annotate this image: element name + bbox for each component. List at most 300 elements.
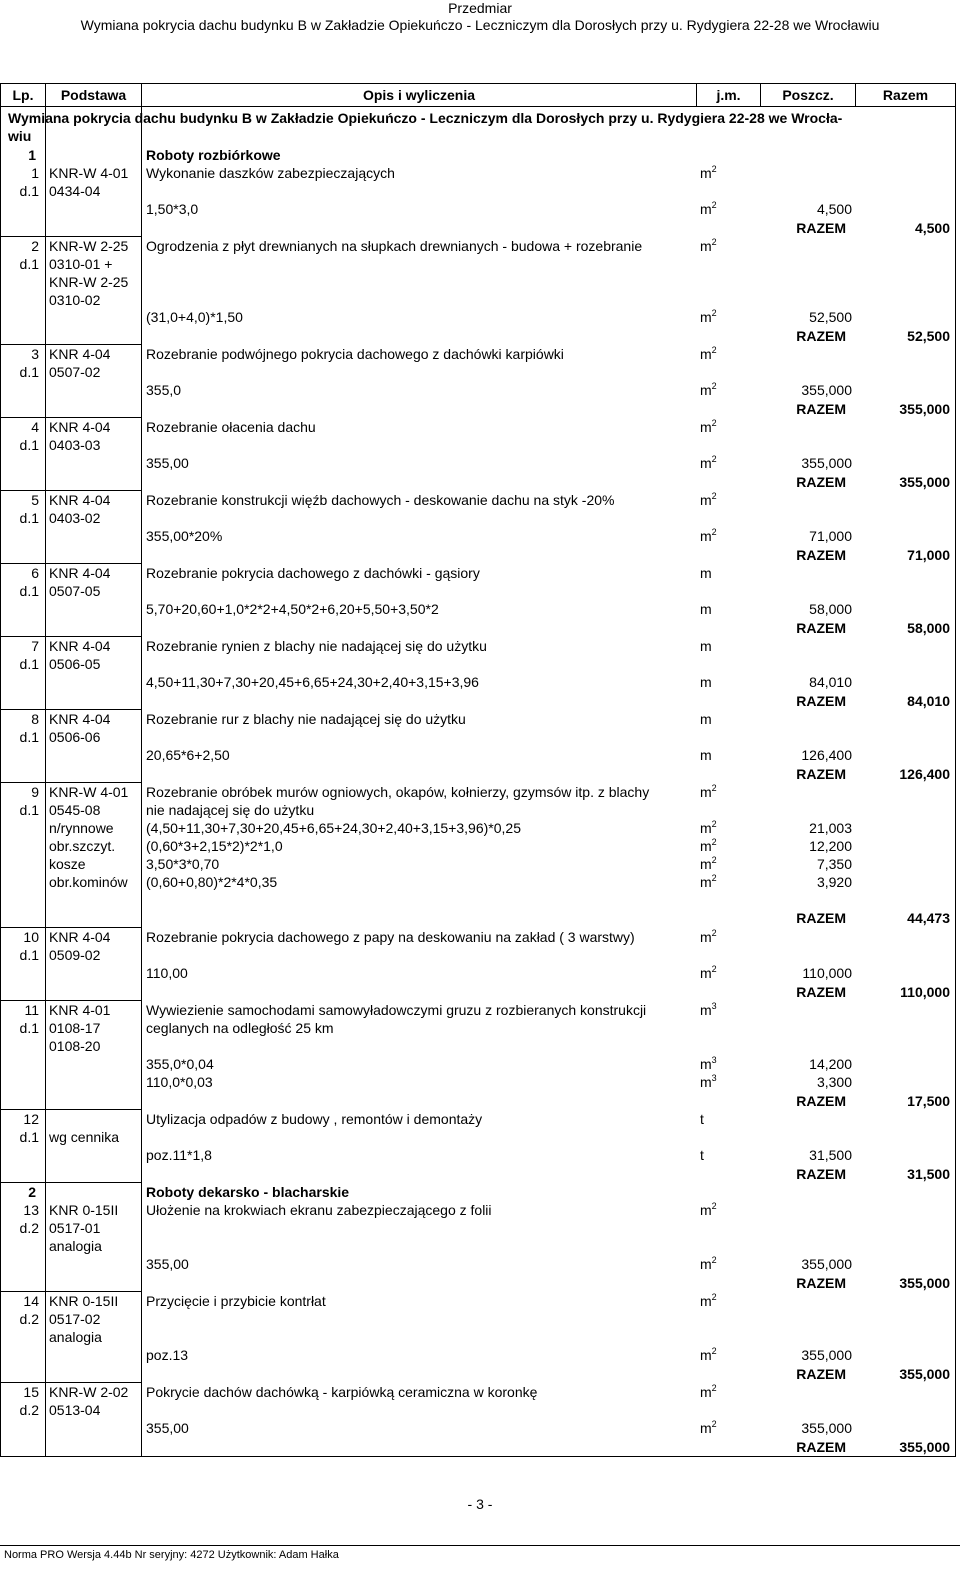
item-basis-text: analogia xyxy=(49,1329,102,1345)
item-description-text: nie nadającej się do użytku xyxy=(146,802,315,818)
item-number-text: d.1 xyxy=(19,1020,39,1036)
calc-unit xyxy=(700,200,717,220)
item-description-text: Ogrodzenia z płyt drewnianych na słupkach drewnianych - budowa + rozebranie xyxy=(146,238,643,254)
calc-unit-text: m xyxy=(700,309,712,325)
calc-value xyxy=(760,1255,852,1273)
item-number-text: d.2 xyxy=(19,1220,39,1236)
razem-total-text: 110,000 xyxy=(900,984,950,1000)
calc-expression-text: 110,00 xyxy=(146,965,188,981)
item-number xyxy=(4,1401,39,1419)
calc-value-text: 84,010 xyxy=(809,674,852,690)
item-number-text: d.1 xyxy=(19,729,39,745)
calc-expression xyxy=(146,527,222,545)
calc-value xyxy=(760,819,852,837)
item-number xyxy=(4,491,39,509)
razem-label xyxy=(700,400,846,418)
razem-total-text: 355,000 xyxy=(899,401,950,417)
calc-unit-text: m xyxy=(700,1420,712,1436)
item-unit-text: m xyxy=(700,711,712,727)
razem-total xyxy=(858,473,950,491)
unit-exponent: 2 xyxy=(711,873,717,883)
item-basis xyxy=(49,710,110,728)
calc-unit-text: m xyxy=(700,528,712,544)
calc-value xyxy=(760,1146,852,1164)
col-header-podstawa: Podstawa xyxy=(46,84,142,106)
item-number-text: 11 xyxy=(24,1002,39,1018)
item-basis xyxy=(49,182,100,200)
item-number-text: 9 xyxy=(31,784,39,800)
razem-total-text: 126,400 xyxy=(899,766,950,782)
calc-value-text: 52,500 xyxy=(809,309,852,325)
calc-unit xyxy=(700,1255,717,1275)
item-description xyxy=(146,164,395,182)
calc-expression-text: (0,60*3+2,15*2)*2*1,0 xyxy=(146,838,283,854)
item-basis xyxy=(49,1401,100,1419)
col-header-opis: Opis i wyliczenia xyxy=(142,84,697,106)
item-unit xyxy=(700,1383,717,1403)
calc-expression xyxy=(146,1419,189,1437)
item-basis-text: 0506-06 xyxy=(49,729,101,745)
item-basis-text: 0545-08 xyxy=(49,802,101,818)
row-divider xyxy=(0,927,141,928)
item-unit xyxy=(700,164,717,184)
item-number xyxy=(4,564,39,582)
row-divider xyxy=(0,1291,141,1292)
item-number-text: d.1 xyxy=(19,802,39,818)
razem-total xyxy=(858,546,950,564)
razem-label-text: RAZEM xyxy=(796,328,846,344)
razem-label-text: RAZEM xyxy=(796,1275,846,1291)
unit-exponent: 2 xyxy=(711,1255,717,1265)
item-number xyxy=(4,582,39,600)
item-basis xyxy=(49,855,86,873)
unit-exponent: 2 xyxy=(711,308,717,318)
software-footer: Norma PRO Wersja 4.44b Nr seryjny: 4272 Użytkownik: Adam Hałka xyxy=(4,1549,339,1561)
item-description xyxy=(146,928,635,946)
item-description xyxy=(146,491,614,509)
calc-unit-text: m xyxy=(700,1074,712,1090)
calc-value-text: 355,000 xyxy=(801,382,852,398)
item-basis xyxy=(49,1328,102,1346)
unit-exponent: 2 xyxy=(711,1419,717,1429)
calc-value-text: 3,300 xyxy=(816,1074,852,1090)
item-number-text: 3 xyxy=(31,346,39,362)
razem-total xyxy=(858,219,950,237)
calc-value xyxy=(760,381,852,399)
calc-unit-text: m xyxy=(700,1056,712,1072)
item-description-text: Rozebranie pokrycia dachowego z dachówki - gąsiory xyxy=(146,565,480,581)
razem-total xyxy=(858,909,950,927)
unit-exponent: 2 xyxy=(711,200,717,210)
item-description xyxy=(146,1383,537,1401)
table-header-row xyxy=(1,84,955,107)
item-unit-text: m xyxy=(700,1293,712,1309)
item-number-text: d.1 xyxy=(19,947,39,963)
calc-unit xyxy=(700,600,712,620)
item-basis xyxy=(49,564,110,582)
razem-total xyxy=(858,1092,950,1110)
calc-unit xyxy=(700,855,717,875)
item-basis-text: 0509-02 xyxy=(49,947,101,963)
item-unit-text: m xyxy=(700,784,712,800)
razem-label xyxy=(700,1438,846,1456)
calc-value-text: 4,500 xyxy=(816,201,852,217)
calc-expression xyxy=(146,964,188,982)
item-unit-text: m xyxy=(700,1202,712,1218)
calc-value-text: 355,000 xyxy=(801,1420,852,1436)
razem-label-text: RAZEM xyxy=(796,401,846,417)
item-basis-text: 0310-02 xyxy=(49,292,101,308)
col-header-jm: j.m. xyxy=(697,84,761,106)
razem-total-text: 71,000 xyxy=(907,547,950,563)
calc-unit-text: m xyxy=(700,1347,712,1363)
item-description-text: Rozebranie obróbek murów ogniowych, okapów, kołnierzy, gzymsów itp. z blachy xyxy=(146,784,650,800)
item-basis xyxy=(49,837,115,855)
calc-value xyxy=(760,1055,852,1073)
item-unit xyxy=(700,1110,704,1130)
col-header-razem: Razem xyxy=(882,87,929,103)
item-basis-text: KNR 0-15II xyxy=(49,1202,119,1218)
item-unit xyxy=(700,418,717,438)
razem-label-text: RAZEM xyxy=(796,693,846,709)
item-basis-text: wg cennika xyxy=(49,1129,120,1145)
item-description xyxy=(146,564,480,582)
razem-total xyxy=(858,1365,950,1383)
razem-label xyxy=(700,765,846,783)
calc-unit-text: m xyxy=(700,1256,712,1272)
item-number xyxy=(4,946,39,964)
item-basis xyxy=(49,1383,128,1401)
unit-exponent: 3 xyxy=(711,1055,717,1065)
item-number xyxy=(4,1310,39,1328)
calc-unit-text: m xyxy=(700,674,712,690)
item-number xyxy=(4,345,39,363)
calc-value-text: 355,000 xyxy=(801,1347,852,1363)
calc-expression xyxy=(146,1146,212,1164)
item-description xyxy=(146,1201,492,1219)
calc-unit-text: m xyxy=(700,747,712,763)
section-number-text: 2 xyxy=(28,1184,36,1200)
item-basis xyxy=(49,637,110,655)
calc-expression-text: poz.13 xyxy=(146,1347,189,1363)
item-description-text: Wykonanie daszków zabezpieczających xyxy=(146,165,395,181)
item-description xyxy=(146,1292,326,1310)
unit-exponent: 2 xyxy=(711,1383,717,1393)
razem-label xyxy=(700,1365,846,1383)
item-basis-text: KNR 4-04 xyxy=(49,565,111,581)
calc-expression-text: (4,50+11,30+7,30+20,45+6,65+24,30+2,40+3,15+3,96)*0,25 xyxy=(146,820,521,836)
razem-total-text: 355,000 xyxy=(899,1366,950,1382)
item-basis-text: 0403-03 xyxy=(49,437,101,453)
razem-label-text: RAZEM xyxy=(796,984,846,1000)
razem-total-text: 52,500 xyxy=(907,328,950,344)
calc-expression-text: 3,50*3*0,70 xyxy=(146,856,220,872)
unit-exponent: 2 xyxy=(711,345,717,355)
item-basis-text: KNR 4-04 xyxy=(49,346,111,362)
item-number-text: d.1 xyxy=(19,183,39,199)
calc-value xyxy=(760,673,852,691)
razem-label xyxy=(700,909,846,927)
section-number xyxy=(6,1183,36,1201)
item-basis-text: 0517-01 xyxy=(49,1220,101,1236)
calc-value xyxy=(760,873,852,891)
item-number xyxy=(4,1201,39,1219)
item-number-text: 10 xyxy=(23,929,39,945)
item-number xyxy=(4,637,39,655)
item-basis-text: 0513-04 xyxy=(49,1402,101,1418)
item-number xyxy=(4,1110,39,1128)
calc-expression-text: 355,0 xyxy=(146,382,182,398)
calc-unit-text: t xyxy=(700,1147,704,1163)
razem-total xyxy=(858,400,950,418)
item-number xyxy=(4,509,39,527)
item-description xyxy=(146,237,642,255)
razem-total-text: 17,500 xyxy=(907,1093,950,1109)
calc-expression xyxy=(146,746,230,764)
col-header-poszcz: Poszcz. xyxy=(761,84,856,106)
item-description-text: Przycięcie i przybicie kontrłat xyxy=(146,1293,326,1309)
item-basis-text: 0507-02 xyxy=(49,364,101,380)
item-number-text: d.1 xyxy=(19,656,39,672)
item-basis xyxy=(49,783,128,801)
calc-expression xyxy=(146,1346,188,1364)
item-basis xyxy=(49,728,100,746)
item-number xyxy=(4,783,39,801)
calc-value-text: 355,000 xyxy=(801,455,852,471)
section-name xyxy=(146,146,281,164)
row-divider xyxy=(0,1109,141,1110)
calc-value-text: 21,003 xyxy=(809,820,852,836)
item-basis-text: obr.kominów xyxy=(49,874,128,890)
item-number xyxy=(4,1383,39,1401)
item-basis-text: KNR-W 2-02 xyxy=(49,1384,129,1400)
calc-expression-text: 355,00 xyxy=(146,1256,189,1272)
unit-exponent: 2 xyxy=(711,454,717,464)
razem-label xyxy=(700,619,846,637)
item-number-text: 5 xyxy=(31,492,39,508)
calc-unit-text: m xyxy=(700,201,712,217)
calc-expression-text: 4,50+11,30+7,30+20,45+6,65+24,30+2,40+3,15+3,96 xyxy=(146,674,479,690)
calc-value xyxy=(760,837,852,855)
razem-label-text: RAZEM xyxy=(796,1439,846,1455)
calc-expression xyxy=(146,855,219,873)
razem-label-text: RAZEM xyxy=(796,220,846,236)
razem-label-text: RAZEM xyxy=(796,1366,846,1382)
item-basis-text: obr.szczyt. xyxy=(49,838,116,854)
item-description-text: Rozebranie podwójnego pokrycia dachowego z dachówki karpiówki xyxy=(146,346,564,362)
unit-exponent: 3 xyxy=(711,1001,717,1011)
item-basis-text: KNR 4-04 xyxy=(49,638,111,654)
calc-expression-text: 355,00 xyxy=(146,455,189,471)
section-name-text: Roboty dekarsko - blacharskie xyxy=(146,1184,350,1200)
section-number-text: 1 xyxy=(28,147,36,163)
item-basis xyxy=(49,1292,118,1310)
razem-label xyxy=(700,546,846,564)
item-unit xyxy=(700,637,712,657)
calc-unit xyxy=(700,964,717,984)
calc-expression xyxy=(146,1055,214,1073)
item-description-text: Rozebranie rur z blachy nie nadającej się do użytku xyxy=(146,711,466,727)
row-divider xyxy=(0,563,141,564)
razem-total xyxy=(858,983,950,1001)
item-unit-text: m xyxy=(700,638,712,654)
item-basis xyxy=(49,1001,110,1019)
item-unit xyxy=(700,1292,717,1312)
item-unit-text: m xyxy=(700,492,712,508)
item-description-text: Wywiezienie samochodami samowyładowczymi gruzu z rozbieranych konstrukcji xyxy=(146,1002,647,1018)
item-unit-text: m xyxy=(700,165,712,181)
column-divider xyxy=(141,106,142,1456)
item-unit xyxy=(700,1201,717,1221)
item-number xyxy=(4,436,39,454)
razem-total-text: 355,000 xyxy=(899,474,950,490)
calc-value xyxy=(760,600,852,618)
item-number xyxy=(4,710,39,728)
item-number xyxy=(4,1292,39,1310)
item-number xyxy=(4,182,39,200)
calc-value-text: 12,200 xyxy=(809,838,852,854)
item-number-text: d.1 xyxy=(19,364,39,380)
unit-exponent: 2 xyxy=(711,164,717,174)
section-name xyxy=(146,1183,349,1201)
section-name-text: Roboty rozbiórkowe xyxy=(146,147,281,163)
item-basis xyxy=(49,491,110,509)
item-number xyxy=(4,255,39,273)
item-basis xyxy=(49,946,100,964)
calc-unit-text: m xyxy=(700,601,712,617)
calc-expression-text: poz.11*1,8 xyxy=(146,1147,212,1163)
razem-label xyxy=(700,1092,846,1110)
razem-total xyxy=(858,692,950,710)
row-divider xyxy=(0,1000,141,1001)
item-basis-text: KNR 4-04 xyxy=(49,711,111,727)
calc-expression xyxy=(146,819,521,837)
calc-expression-text: 20,65*6+2,50 xyxy=(146,747,230,763)
razem-label xyxy=(700,692,846,710)
unit-exponent: 2 xyxy=(711,381,717,391)
calc-unit-text: m xyxy=(700,838,712,854)
item-unit-text: m xyxy=(700,565,712,581)
razem-label xyxy=(700,983,846,1001)
item-basis-text: 0108-17 xyxy=(49,1020,101,1036)
calc-value-text: 355,000 xyxy=(801,1256,852,1272)
calc-value xyxy=(760,200,852,218)
section-number xyxy=(6,146,36,164)
unit-exponent: 2 xyxy=(711,527,717,537)
item-description-text: Pokrycie dachów dachówką - karpiówką ceramiczna w koronkę xyxy=(146,1384,538,1400)
footer-divider xyxy=(0,1545,960,1546)
unit-exponent: 3 xyxy=(711,1073,717,1083)
row-divider xyxy=(0,1182,141,1183)
item-basis-text: KNR 0-15II xyxy=(49,1293,119,1309)
razem-label-text: RAZEM xyxy=(796,1166,846,1182)
item-basis-text: 0517-02 xyxy=(49,1311,101,1327)
item-description xyxy=(146,637,487,655)
item-number-text: d.2 xyxy=(19,1402,39,1418)
item-number-text: 14 xyxy=(23,1293,39,1309)
calc-expression xyxy=(146,873,277,891)
row-divider xyxy=(0,1382,141,1383)
item-basis xyxy=(49,1019,100,1037)
item-basis-text: 0403-02 xyxy=(49,510,101,526)
unit-exponent: 2 xyxy=(711,837,717,847)
razem-label-text: RAZEM xyxy=(796,1093,846,1109)
unit-exponent: 2 xyxy=(711,1201,717,1211)
calc-expression-text: (0,60+0,80)*2*4*0,35 xyxy=(146,874,278,890)
calc-unit-text: m xyxy=(700,382,712,398)
item-description xyxy=(146,418,316,436)
calc-unit-text: m xyxy=(700,455,712,471)
unit-exponent: 2 xyxy=(711,237,717,247)
calc-value xyxy=(760,1419,852,1437)
razem-label-text: RAZEM xyxy=(796,547,846,563)
item-unit-text: m xyxy=(700,1384,712,1400)
item-basis xyxy=(49,345,110,363)
calc-value xyxy=(760,454,852,472)
project-title-line xyxy=(8,109,842,127)
item-number xyxy=(4,237,39,255)
item-description-text: Rozebranie rynien z blachy nie nadającej się do użytku xyxy=(146,638,487,654)
calc-expression-text: 1,50*3,0 xyxy=(146,201,199,217)
item-unit-text: m xyxy=(700,929,712,945)
item-unit xyxy=(700,491,717,511)
calc-value xyxy=(760,964,852,982)
unit-exponent: 2 xyxy=(711,964,717,974)
item-basis xyxy=(49,582,100,600)
project-title-line-text: wiu xyxy=(8,128,32,144)
item-basis xyxy=(49,273,128,291)
calc-unit xyxy=(700,746,712,766)
razem-total xyxy=(858,1165,950,1183)
unit-exponent: 2 xyxy=(711,418,717,428)
item-number-text: d.1 xyxy=(19,437,39,453)
item-basis xyxy=(49,363,100,381)
item-unit-text: m xyxy=(700,238,712,254)
item-number-text: 4 xyxy=(31,419,39,435)
item-unit xyxy=(700,345,717,365)
calc-unit xyxy=(700,673,712,693)
item-number-text: 15 xyxy=(23,1384,39,1400)
row-divider xyxy=(0,490,141,491)
row-divider xyxy=(0,709,141,710)
item-unit xyxy=(700,928,717,948)
row-divider xyxy=(0,636,141,637)
item-number-text: 12 xyxy=(23,1111,39,1127)
item-description xyxy=(146,710,466,728)
item-number-text: 7 xyxy=(31,638,39,654)
item-basis-text: 0108-20 xyxy=(49,1038,101,1054)
calc-expression-text: 110,0*0,03 xyxy=(146,1074,213,1090)
razem-total xyxy=(858,1438,950,1456)
item-description xyxy=(146,801,314,819)
unit-exponent: 2 xyxy=(711,491,717,501)
razem-total-text: 44,473 xyxy=(907,910,950,926)
calc-value-text: 110,000 xyxy=(802,965,852,981)
item-unit xyxy=(700,237,717,257)
item-unit xyxy=(700,710,712,730)
item-number xyxy=(4,1019,39,1037)
razem-total xyxy=(858,765,950,783)
item-basis xyxy=(49,418,110,436)
razem-label xyxy=(700,1165,846,1183)
item-basis xyxy=(49,436,100,454)
calc-value-text: 31,500 xyxy=(809,1147,852,1163)
calc-expression xyxy=(146,454,189,472)
razem-total-text: 4,500 xyxy=(914,220,950,236)
page-number: - 3 - xyxy=(467,1496,493,1512)
item-description-text: Rozebranie ołacenia dachu xyxy=(146,419,316,435)
item-basis-text: KNR 4-04 xyxy=(49,929,111,945)
